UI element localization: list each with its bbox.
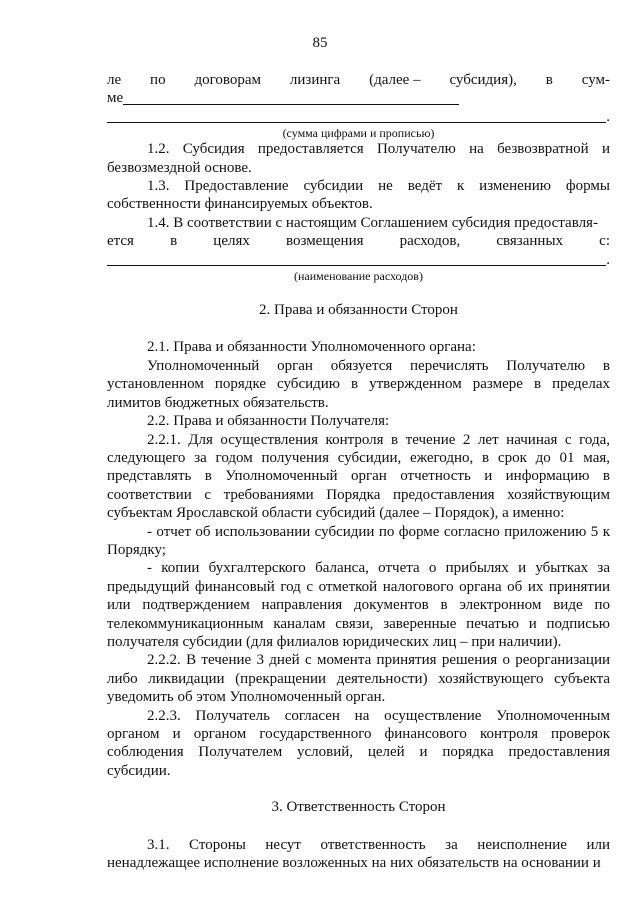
blank-line-sum (123, 90, 459, 105)
word: возмещения (286, 233, 364, 250)
section-heading-3: 3. Ответственность Сторон (271, 799, 446, 816)
line-1 (107, 71, 610, 89)
word: (далее – (369, 72, 421, 88)
paragraph-2-2-3: 2.2.3. Получатель согласен на осуществление Уполномоченным органом и органом государственного финансового контроля проверок соблюдения Получателем условий, целей и порядка предоставления субсидии. (107, 707, 610, 779)
caption-expenses: (наименование расходов) (294, 269, 423, 284)
word: субсидия), (449, 72, 517, 88)
word: ме (107, 90, 124, 107)
spacer (107, 283, 610, 301)
page-number: 85 (312, 35, 328, 51)
spacer (107, 780, 610, 798)
blank-line-sum-2 (107, 108, 606, 123)
spacer (107, 319, 610, 338)
word: расходов, (399, 233, 461, 250)
word: в (170, 233, 178, 250)
paragraph-1-2: 1.2. Субсидия предоставляется Получателю на безвозвратной и безвозмездной основе. (107, 141, 610, 176)
word: лизинга (289, 72, 341, 88)
bullet-balance-copies: - копии бухгалтерского баланса, отчета о прибылях и убытках за предыдущий финансовый год с отметкой налогового органа об их принятии или подтверждением направления документов в электронном виде по телекоммуникационным каналам связи, заверенные печатью и подписью получателя субсидии (для филиалов юридических лиц – при наличии). (107, 560, 610, 650)
line-expenses (107, 251, 610, 269)
blank-line-expenses (107, 251, 606, 266)
paragraph-2-2-1: 2.2.1. Для осуществления контроля в течение 2 лет начиная с года, следующего за годом получения субсидии, ежегодно, в срок до 01 мая, представлять в Уполномоченный орган отчетность и информацию в соответствии с требованиями Порядка предоставления хозяйствующим субъектам Ярославской области субсидий (далее – Порядок), а именно: (107, 431, 610, 522)
paragraph-2-1-body: Уполномоченный орган обязуется перечислять Получателю в установленном порядке субсидию в утвержденном размере в пределах лимитов бюджетных обязательств. (107, 357, 610, 411)
word: по (150, 72, 166, 88)
word: договорам (194, 72, 262, 88)
word: в (545, 72, 553, 88)
paragraph-3-1: 3.1. Стороны несут ответственность за неисполнение или ненадлежащее исполнение возложенных на них обязательств на основании и (107, 836, 610, 872)
spacer (107, 817, 610, 836)
section-heading-2: 2. Права и обязанности Сторон (259, 302, 458, 319)
line-end-dot: . (606, 108, 610, 125)
bullet-report: - отчет об использовании субсидии по форме согласно приложению 5 к Порядку; (107, 523, 610, 558)
word: с: (599, 233, 610, 250)
word: ется (107, 233, 134, 250)
line-end-dot: . (606, 251, 610, 268)
line-3 (107, 108, 610, 126)
paragraph-1-4: 1.4. В соответствии с настоящим Соглашением субсидия предоставля- (147, 214, 598, 231)
word: сум- (581, 72, 610, 88)
word: ле (107, 72, 122, 88)
paragraph-2-2: 2.2. Права и обязанности Получателя: (147, 413, 390, 430)
paragraph-2-1: 2.1. Права и обязанности Уполномоченного органа: (147, 339, 476, 356)
paragraph-1-4-line-2 (107, 232, 610, 250)
caption-sum: (сумма цифрами и прописью) (282, 126, 435, 141)
word: целях (213, 233, 250, 250)
paragraph-1-3: 1.3. Предоставление субсидии не ведёт к изменению формы собственности финансируемых объектов. (107, 178, 610, 213)
document-body (107, 71, 610, 872)
line-2 (107, 89, 610, 107)
word: связанных (496, 233, 564, 250)
paragraph-2-2-2: 2.2.2. В течение 3 дней с момента принятия решения о реорганизации либо ликвидации (прекращении деятельности) хозяйствующего субъекта уведомить об этом Уполномоченный орган. (107, 652, 610, 706)
